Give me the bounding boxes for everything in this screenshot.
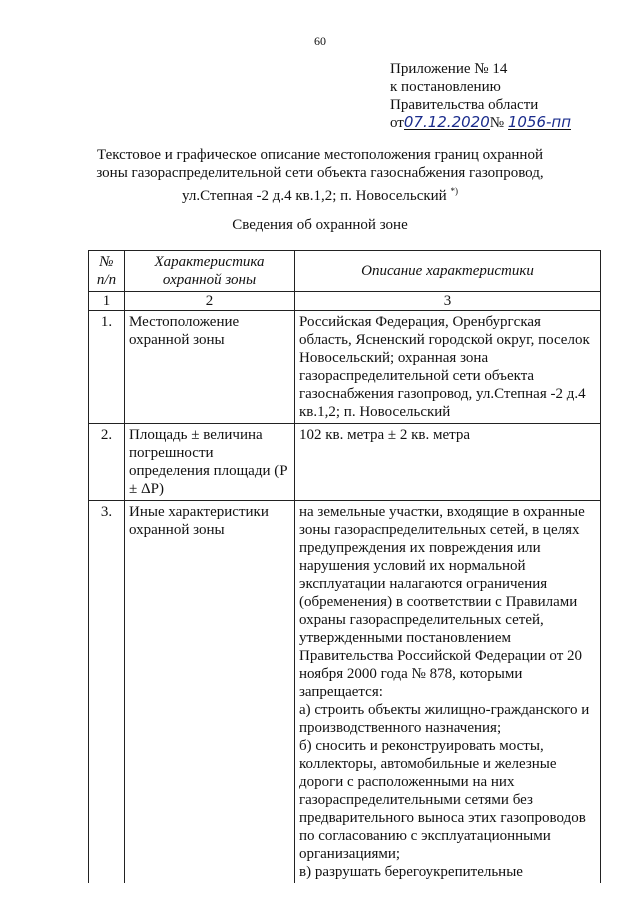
row-description: 102 кв. метра ± 2 кв. метра [295,424,601,501]
header-number: № п/п [89,251,125,292]
restriction-item: б) сносить и реконструировать мосты, коллекторы, автомобильные и железные дороги с расположенными на них газораспределительными сетями без предварительного выноса этих газопроводов по согласованию с эксплуатационными организациями; [299,738,586,862]
appendix-line-2: к постановлению [390,79,501,95]
table-header-row [89,251,601,292]
page-number: 60 [314,34,326,48]
appendix-block [390,60,571,132]
row-number: 1. [89,311,125,424]
table-row [89,501,601,884]
row-characteristic: Местоположение охранной зоны [125,311,295,424]
footnote-mark: *) [450,186,458,196]
handwritten-number: 1056-пп [507,113,572,131]
row-number: 3. [89,501,125,884]
row-description-intro: на земельные участки, входящие в охранные зоны газораспределительных сетей, в целях предупреждения их повреждения или нарушения условий их нормальной эксплуатации налагаются ограничения (обременения) в соответствии с Правилами охраны газораспределительных сетей, утвержденными постановлением Правительства Российской Федерации от 20 ноября 2000 года № 878, которыми запрещается: [299,504,585,700]
row-description: Российская Федерация, Оренбургская область, Ясненский городской округ, поселок Новосельский; охранная зона газораспределительной сети объекта газоснабжения газопровод, ул.Степная -2 д.4 кв.1,2; п. Новосельский [295,311,601,424]
appendix-line-4 [390,114,571,132]
row-description [295,501,601,884]
header-description: Описание характеристики [295,251,601,292]
restriction-item: а) строить объекты жилищно-гражданского и производственного назначения; [299,702,590,736]
title-text: Текстовое и графическое описание местоположения границ охранной зоны газораспределительной сети объекта газоснабжения газопровод, ул.Степная -2 д.4 кв.1,2; п. Новосельский [96,147,544,204]
document-title [80,146,560,205]
column-number-3: 3 [295,292,601,311]
appendix-from-prefix: от [390,115,404,131]
appendix-line-1: Приложение № 14 [390,61,508,77]
column-number-1: 1 [89,292,125,311]
handwritten-date: 07.12.2020 [403,113,490,131]
table-row [89,424,601,501]
header-characteristic: Характеристика охранной зоны [125,251,295,292]
row-characteristic: Площадь ± величина погрешности определения площади (P ± ΔP) [125,424,295,501]
column-number-row [89,292,601,311]
number-sign: № [489,115,505,131]
column-number-2: 2 [125,292,295,311]
row-number: 2. [89,424,125,501]
appendix-line-3: Правительства области [390,97,539,113]
protection-zone-table [88,250,601,883]
section-subtitle: Сведения об охранной зоне [232,217,408,233]
restriction-item: в) разрушать берегоукрепительные [299,864,523,880]
row-characteristic: Иные характеристики охранной зоны [125,501,295,884]
table-row [89,311,601,424]
